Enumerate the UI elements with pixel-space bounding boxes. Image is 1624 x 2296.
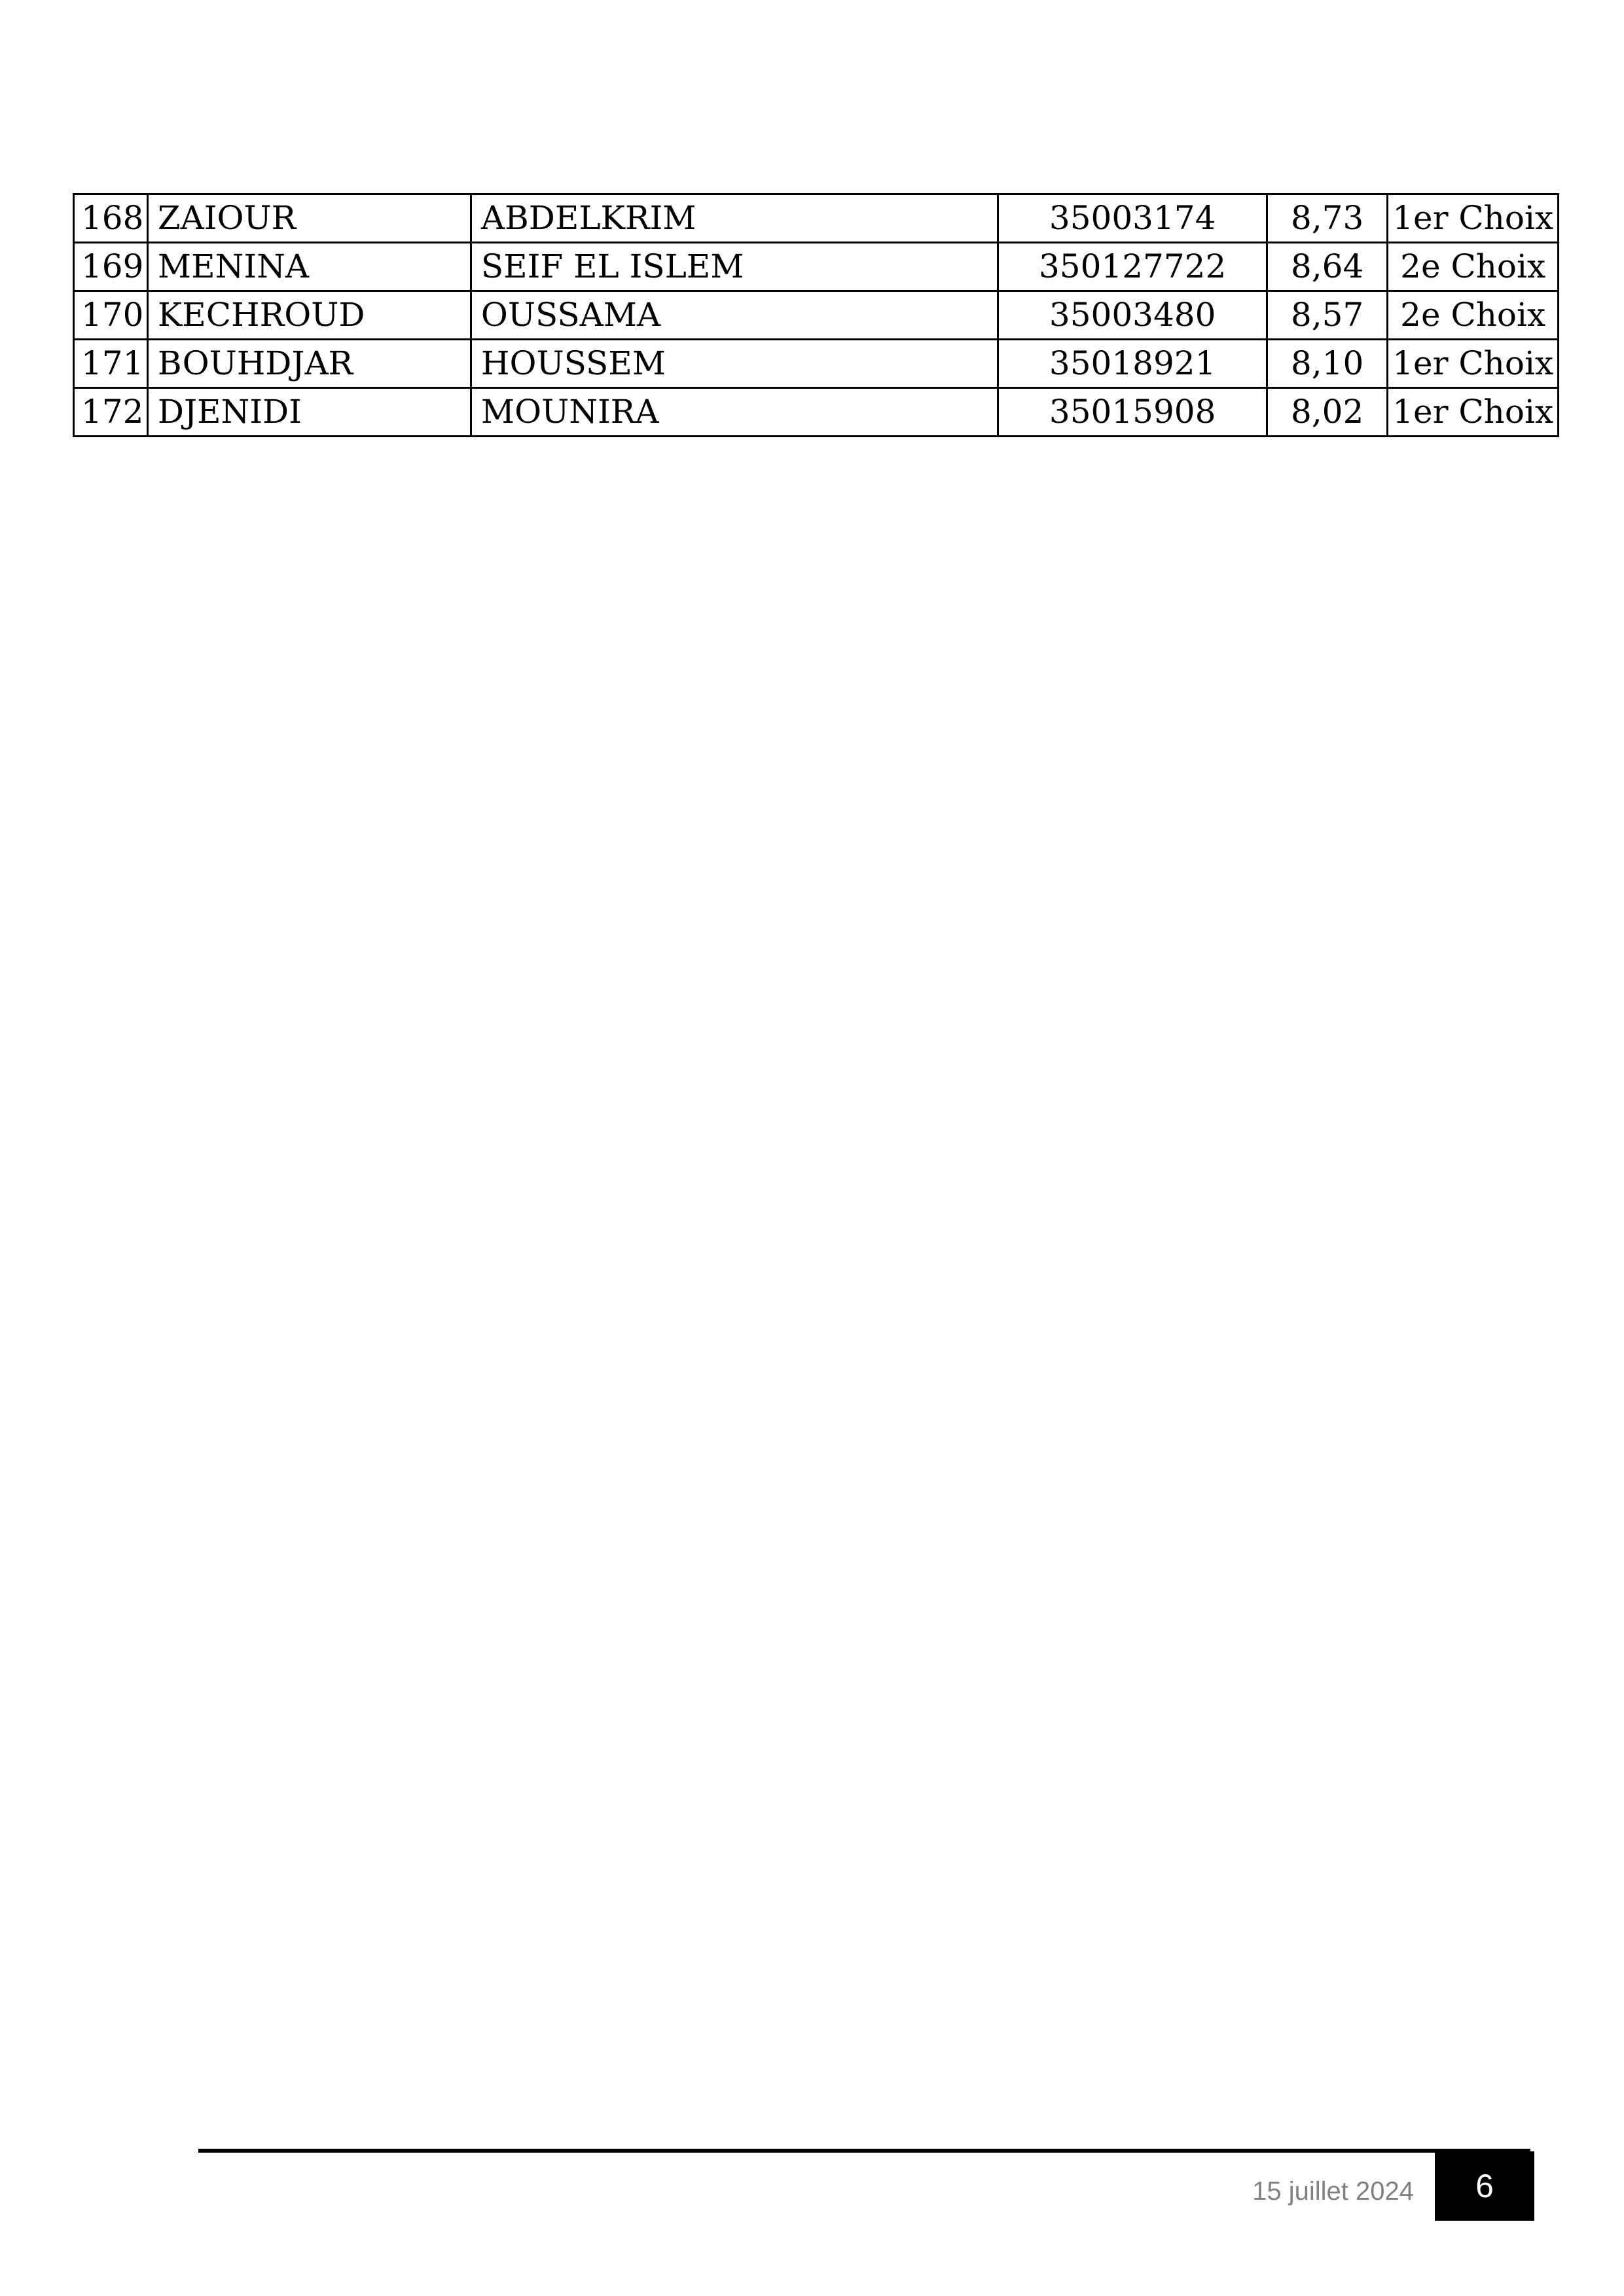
- average-score: 8,02: [1267, 388, 1388, 437]
- row-number: 171: [74, 340, 148, 388]
- registration-number: 35018921: [998, 340, 1267, 388]
- row-number: 168: [74, 194, 148, 243]
- first-name: HOUSSEM: [471, 340, 998, 388]
- choice-rank: 2e Choix: [1388, 291, 1559, 340]
- first-name: MOUNIRA: [471, 388, 998, 437]
- table-row: [74, 388, 1559, 437]
- page-number: 6: [1435, 2151, 1534, 2221]
- results-table: [73, 193, 1559, 437]
- last-name: DJENIDI: [147, 388, 471, 437]
- table-row: [74, 194, 1559, 243]
- registration-number: 35003480: [998, 291, 1267, 340]
- last-name: KECHROUD: [147, 291, 471, 340]
- first-name: ABDELKRIM: [471, 194, 998, 243]
- footer-date: 15 juillet 2024: [1252, 2177, 1414, 2206]
- row-number: 170: [74, 291, 148, 340]
- last-name: ZAIOUR: [147, 194, 471, 243]
- footer-divider: [198, 2149, 1530, 2153]
- first-name: OUSSAMA: [471, 291, 998, 340]
- registration-number: 35003174: [998, 194, 1267, 243]
- last-name: BOUHDJAR: [147, 340, 471, 388]
- table-row: [74, 243, 1559, 291]
- average-score: 8,73: [1267, 194, 1388, 243]
- average-score: 8,10: [1267, 340, 1388, 388]
- registration-number: 35015908: [998, 388, 1267, 437]
- choice-rank: 1er Choix: [1388, 194, 1559, 243]
- choice-rank: 1er Choix: [1388, 340, 1559, 388]
- row-number: 172: [74, 388, 148, 437]
- row-number: 169: [74, 243, 148, 291]
- registration-number: 350127722: [998, 243, 1267, 291]
- last-name: MENINA: [147, 243, 471, 291]
- table-row: [74, 340, 1559, 388]
- average-score: 8,57: [1267, 291, 1388, 340]
- average-score: 8,64: [1267, 243, 1388, 291]
- table-row: [74, 291, 1559, 340]
- first-name: SEIF EL ISLEM: [471, 243, 998, 291]
- choice-rank: 1er Choix: [1388, 388, 1559, 437]
- choice-rank: 2e Choix: [1388, 243, 1559, 291]
